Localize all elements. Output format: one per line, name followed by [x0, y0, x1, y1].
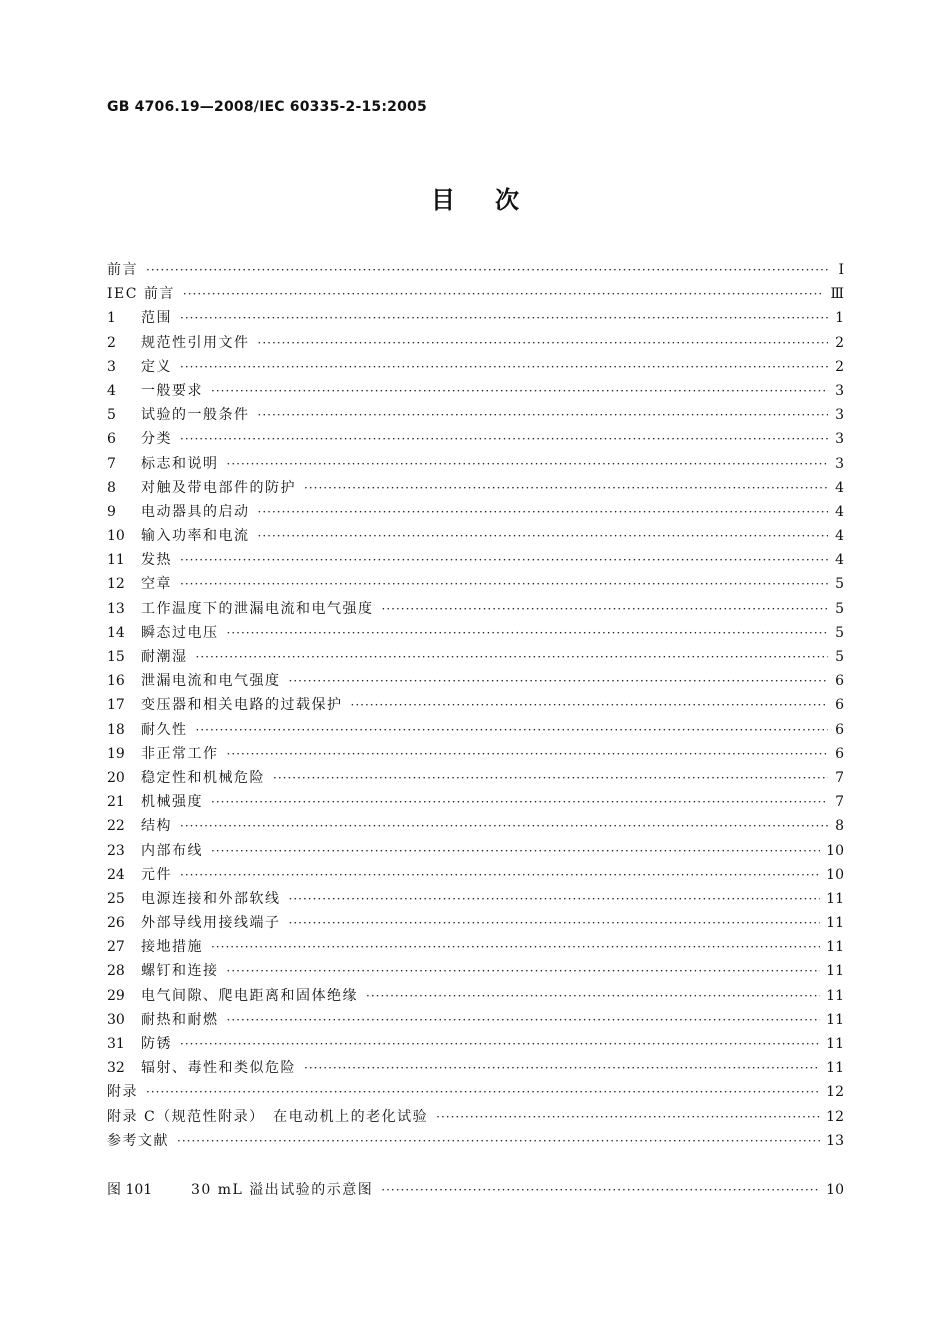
leader-dots	[211, 935, 820, 959]
toc-entry-label: 工作温度下的泄漏电流和电气强度	[141, 600, 374, 617]
leader-dots	[227, 452, 829, 476]
toc-entry-page-number: 6	[835, 745, 844, 762]
toc-entry-page-number: 4	[835, 528, 844, 545]
leader-dots	[180, 548, 828, 572]
toc-entry-label: 耐潮湿	[141, 649, 188, 665]
leader-dots	[177, 1129, 820, 1153]
toc-entry-page-number: 11	[826, 915, 844, 932]
leader-dots	[183, 282, 825, 306]
toc-entry[interactable]	[107, 1080, 844, 1104]
toc-entry[interactable]	[107, 1129, 844, 1153]
document-header: GB 4706.19—2008/IEC 60335-2-15:2005	[107, 99, 427, 115]
toc-entry-label: 耐久性	[141, 721, 188, 738]
toc-entry-label: 试验的一般条件	[141, 407, 250, 424]
toc-entry-number: 9	[107, 503, 116, 520]
toc-entry-number: 30	[107, 1011, 125, 1028]
toc-entry-number: 14	[107, 624, 125, 641]
toc-entry[interactable]	[107, 693, 844, 717]
leader-dots	[289, 911, 821, 935]
toc-entry-number: 2	[107, 334, 116, 351]
toc-entry-number: 12	[107, 576, 125, 593]
toc-entry-page-number: 5	[835, 576, 844, 593]
leader-dots	[196, 718, 829, 742]
toc-entry-number: 32	[107, 1060, 125, 1077]
toc-entry-number: 17	[107, 697, 125, 714]
toc-entry-page-number: 6	[835, 697, 844, 714]
toc-entry[interactable]	[107, 476, 844, 500]
toc-entry-page-number: 5	[835, 600, 844, 617]
toc-entry-number: 19	[107, 745, 125, 762]
toc-entry[interactable]	[107, 645, 844, 669]
toc-entry-label: IEC 前言	[107, 286, 175, 303]
leader-dots	[258, 331, 829, 355]
toc-entry-label: 一般要求	[141, 382, 203, 399]
toc-entry-number: 26	[107, 915, 125, 932]
leader-dots	[289, 887, 821, 911]
toc-entry[interactable]	[107, 427, 844, 451]
leader-dots	[180, 572, 828, 596]
toc-entry-label: 电动器具的启动	[141, 503, 250, 520]
toc-entry[interactable]	[107, 1008, 844, 1032]
toc-entry-label: 标志和说明	[141, 455, 219, 472]
toc-entry-number: 18	[107, 721, 125, 738]
toc-entry-number: 20	[107, 769, 125, 786]
toc-entry[interactable]	[107, 863, 844, 887]
toc-entry-page-number: 11	[826, 939, 844, 956]
toc-entry[interactable]	[107, 355, 844, 379]
toc-entry-page-number: 5	[835, 649, 844, 665]
page-title: 目次	[431, 186, 559, 214]
toc-entry[interactable]	[107, 621, 844, 645]
toc-entry-page-number: 6	[835, 673, 844, 690]
toc-entry-page-number: 3	[835, 382, 844, 399]
toc-entry[interactable]	[107, 524, 844, 548]
toc-entry-number: 13	[107, 600, 125, 617]
leader-dots	[227, 621, 829, 645]
toc-entry-number: 15	[107, 649, 125, 665]
toc-entry-label: 发热	[141, 552, 172, 569]
toc-entry-page-number: 4	[835, 552, 844, 569]
toc-entry[interactable]	[107, 959, 844, 983]
toc-entry-label: 外部导线用接线端子	[141, 915, 281, 932]
toc-entry-number: 8	[107, 479, 116, 496]
toc-entry[interactable]	[107, 1105, 844, 1129]
table-of-contents	[107, 258, 844, 1153]
toc-entry-label: 内部布线	[141, 842, 203, 859]
toc-entry-page-number: 10	[826, 842, 844, 859]
toc-entry[interactable]	[107, 331, 844, 355]
leader-dots	[382, 597, 829, 621]
toc-entry-page-number: 12	[826, 1084, 844, 1101]
toc-entry[interactable]	[107, 1032, 844, 1056]
toc-entry[interactable]	[107, 984, 844, 1008]
leader-dots	[146, 258, 828, 282]
toc-entry-page-number: 3	[835, 431, 844, 448]
leader-dots	[436, 1105, 820, 1129]
toc-entry-label: 对触及带电部件的防护	[141, 479, 296, 496]
toc-entry-number: 4	[107, 382, 116, 399]
toc-entry-number: 16	[107, 673, 125, 690]
leader-dots	[273, 766, 828, 790]
toc-entry[interactable]	[107, 282, 844, 306]
toc-entry-page-number: 7	[835, 769, 844, 786]
toc-entry[interactable]	[107, 379, 844, 403]
toc-entry-label: 附录 C（规范性附录） 在电动机上的老化试验	[107, 1108, 429, 1125]
leader-dots	[180, 306, 828, 330]
toc-entry[interactable]	[107, 258, 844, 282]
leader-dots	[258, 403, 829, 427]
toc-entry-label: 规范性引用文件	[141, 334, 250, 351]
toc-entry-number: 23	[107, 842, 125, 859]
figure-number: 图 101	[107, 1182, 153, 1198]
leader-dots	[227, 959, 821, 983]
leader-dots	[351, 693, 829, 717]
toc-entry[interactable]	[107, 548, 844, 572]
toc-entry-label: 防锈	[141, 1036, 172, 1052]
toc-entry[interactable]	[107, 1056, 844, 1080]
toc-entry-page-number: 4	[835, 503, 844, 520]
toc-entry-label: 定义	[141, 358, 172, 375]
toc-entry-page-number: Ⅲ	[830, 286, 844, 303]
toc-entry[interactable]	[107, 306, 844, 330]
leader-dots	[381, 1178, 820, 1202]
toc-entry-label: 结构	[141, 818, 172, 835]
toc-entry-label: 附录	[107, 1084, 138, 1101]
toc-entry[interactable]	[107, 839, 844, 863]
toc-entry-page-number: 5	[835, 624, 844, 641]
toc-entry[interactable]	[107, 814, 844, 838]
leader-dots	[258, 524, 829, 548]
toc-entry-label: 电源连接和外部软线	[141, 890, 281, 907]
toc-entry-page-number: 11	[826, 1036, 844, 1052]
leader-dots	[180, 1032, 820, 1056]
toc-entry-page-number: 1	[835, 310, 844, 327]
leader-dots	[227, 1008, 821, 1032]
toc-entry-page-number: 12	[826, 1108, 844, 1125]
toc-entry-number: 22	[107, 818, 125, 835]
toc-entry-page-number: 11	[826, 963, 844, 980]
toc-entry-number: 25	[107, 890, 125, 907]
toc-entry-number: 7	[107, 455, 116, 472]
toc-entry-number: 3	[107, 358, 116, 375]
toc-entry-number: 31	[107, 1036, 125, 1052]
leader-dots	[180, 863, 820, 887]
leader-dots	[180, 427, 828, 451]
toc-entry-number: 21	[107, 794, 125, 811]
toc-entry-label: 接地措施	[141, 939, 203, 956]
leader-dots	[304, 1056, 820, 1080]
toc-entry-label: 稳定性和机械危险	[141, 769, 265, 786]
toc-entry-label: 螺钉和连接	[141, 963, 219, 980]
leader-dots	[196, 645, 829, 669]
toc-entry[interactable]	[107, 935, 844, 959]
leader-dots	[258, 500, 829, 524]
toc-entry-number: 29	[107, 987, 125, 1004]
leader-dots	[180, 355, 828, 379]
toc-entry[interactable]	[107, 500, 844, 524]
leader-dots	[227, 742, 829, 766]
figure-list-entry[interactable]	[107, 1178, 844, 1202]
toc-entry-label: 元件	[141, 866, 172, 883]
toc-entry[interactable]	[107, 887, 844, 911]
toc-entry[interactable]	[107, 403, 844, 427]
toc-entry-number: 24	[107, 866, 125, 883]
toc-entry[interactable]	[107, 572, 844, 596]
toc-entry-label: 泄漏电流和电气强度	[141, 673, 281, 690]
toc-entry-label: 辐射、毒性和类似危险	[141, 1060, 296, 1077]
toc-entry-number: 11	[107, 552, 125, 569]
toc-entry-page-number: 13	[826, 1132, 844, 1149]
toc-entry-label: 空章	[141, 576, 172, 593]
toc-entry-label: 变压器和相关电路的过载保护	[141, 697, 343, 714]
toc-entry-page-number: 2	[835, 334, 844, 351]
leader-dots	[211, 790, 828, 814]
toc-entry-number: 1	[107, 310, 116, 327]
toc-entry-page-number: 11	[826, 1060, 844, 1077]
toc-entry-label: 耐热和耐燃	[141, 1011, 219, 1028]
toc-entry[interactable]	[107, 790, 844, 814]
toc-entry-label: 分类	[141, 431, 172, 448]
toc-entry-number: 27	[107, 939, 125, 956]
toc-entry[interactable]	[107, 669, 844, 693]
toc-entry-label: 非正常工作	[141, 745, 219, 762]
toc-entry-page-number: 10	[826, 866, 844, 883]
toc-entry-page-number: 6	[835, 721, 844, 738]
toc-entry-label: 范围	[141, 310, 172, 327]
toc-entry-number: 28	[107, 963, 125, 980]
figure-label: 30 mL 溢出试验的示意图	[191, 1182, 374, 1198]
toc-entry-page-number: Ⅰ	[838, 262, 844, 278]
toc-entry-page-number: 4	[835, 479, 844, 496]
toc-entry[interactable]	[107, 911, 844, 935]
toc-entry-page-number: 11	[826, 987, 844, 1004]
toc-entry-page-number: 7	[835, 794, 844, 811]
leader-dots	[180, 814, 828, 838]
toc-entry-page-number: 3	[835, 455, 844, 472]
leader-dots	[211, 379, 828, 403]
toc-entry[interactable]	[107, 766, 844, 790]
leader-dots	[304, 476, 828, 500]
toc-entry[interactable]	[107, 718, 844, 742]
toc-entry[interactable]	[107, 452, 844, 476]
toc-entry-label: 前言	[107, 262, 138, 278]
toc-entry-number: 6	[107, 431, 116, 448]
toc-entry-label: 瞬态过电压	[141, 624, 219, 641]
toc-entry-page-number: 8	[835, 818, 844, 835]
toc-entry-label: 电气间隙、爬电距离和固体绝缘	[141, 987, 358, 1004]
figure-page-number: 10	[826, 1182, 844, 1198]
toc-entry-label: 机械强度	[141, 794, 203, 811]
leader-dots	[289, 669, 829, 693]
toc-entry-number: 5	[107, 407, 116, 424]
toc-entry[interactable]	[107, 742, 844, 766]
leader-dots	[366, 984, 820, 1008]
leader-dots	[146, 1080, 820, 1104]
toc-entry-page-number: 11	[826, 890, 844, 907]
leader-dots	[211, 839, 820, 863]
toc-entry-page-number: 3	[835, 407, 844, 424]
toc-entry-page-number: 2	[835, 358, 844, 375]
toc-entry-label: 参考文献	[107, 1132, 169, 1149]
toc-entry[interactable]	[107, 597, 844, 621]
toc-entry-page-number: 11	[826, 1011, 844, 1028]
toc-entry-number: 10	[107, 528, 125, 545]
toc-entry-label: 输入功率和电流	[141, 528, 250, 545]
